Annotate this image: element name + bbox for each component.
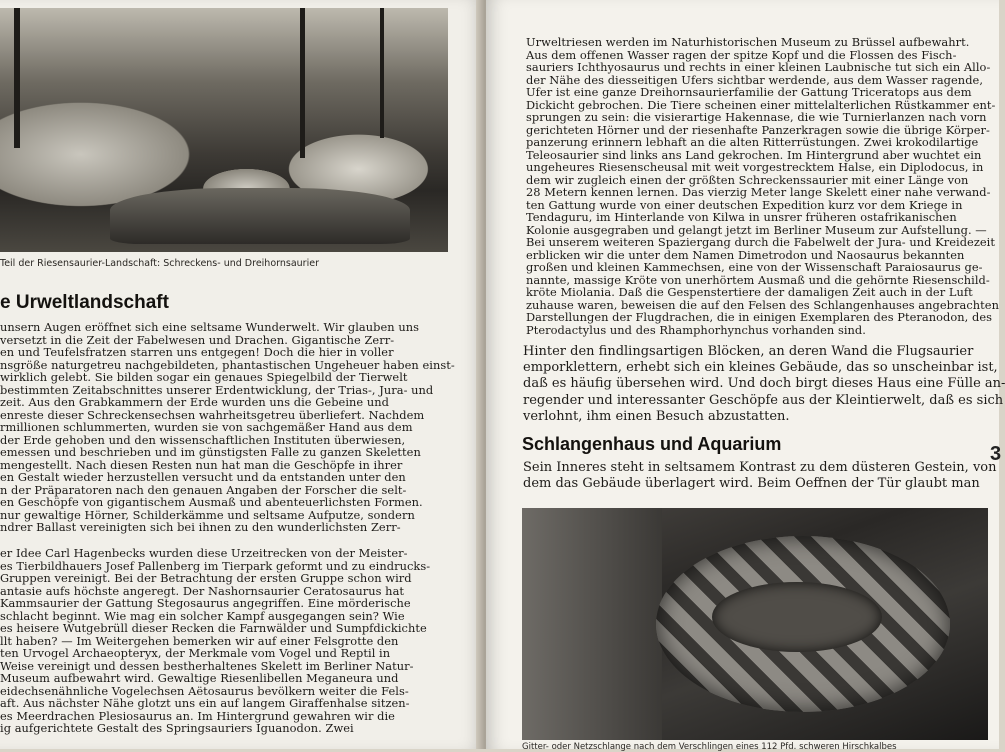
text-line: ungeheures Riesenscheusal mit weit vorgestrecktem Halse, ein Diplodocus, in <box>526 160 984 174</box>
right-photo-caption: Gitter- oder Netzschlange nach dem Verschlingen eines 112 Pfd. schweren Hirschkalbes <box>522 742 897 752</box>
text-line: dem wir zugleich einen der größten Schreckenssaurier mit einer Länge von <box>526 172 969 187</box>
text-line: Aus dem offenen Wasser ragen der spitze Kopf und die Flossen des Fisch- <box>526 47 957 62</box>
text-line: bestimmten Zeitabschnittes unserer Erdentwicklung, der Trias-, Jura- und <box>0 382 434 397</box>
text-line: gerichteten Hörner und der riesenhafte Panzerkragen sowie die übrige Körper- <box>526 122 990 137</box>
text-line: rmillionen schlummerten, wurden sie von sachgemäßer Hand aus dem <box>0 420 413 434</box>
text-line: Kolonie ausgegraben und gelangt jetzt im Berliner Museum zur Aufstellung. — <box>526 222 987 237</box>
right-paragraph-2 <box>523 344 1005 425</box>
page-edge-mark: 3 <box>990 443 1002 465</box>
text-line: Dickicht gebrochen. Die Tiere scheinen einer mittelalterlichen Rüstkammer ent- <box>526 97 996 112</box>
text-line: Hinter den findlingsartigen Blöcken, an deren Wand die Flugsaurier <box>523 344 974 359</box>
text-line: Kammsaurier der Gattung Stegosaurus angegriffen. Eine mörderische <box>0 596 411 610</box>
text-line: großen und kleinen Kammechsen, eine von der Wissenschaft Paraiosaurus ge- <box>526 260 983 274</box>
text-line: en und Teufelsfratzen starren uns entgegen! Doch die hier in voller <box>0 345 394 359</box>
left-section-heading: e Urweltlandschaft <box>0 292 169 313</box>
text-line: Gruppen vereinigt. Bei der Betrachtung der ersten Gruppe schon wird <box>0 571 412 585</box>
left-photo-caption: Teil der Riesensaurier-Landschaft: Schreckens- und Dreihornsaurier <box>0 258 319 269</box>
text-line: Pterodactylus und des Rhamphorhynchus vorhanden sind. <box>526 322 866 337</box>
text-line: 28 Metern kennen lernen. Das vierzig Meter lange Skelett einer nahe verwand- <box>526 185 991 199</box>
text-line: zeit. Aus den Grabkammern der Erde wurden uns die Gebeine und <box>0 395 389 409</box>
text-line: Museum aufbewahrt wird. Gewaltige Riesenlibellen Meganeura und <box>0 671 399 685</box>
text-line: es Meerdrachen Plesiosaurus an. Im Hintergrund gewahren wir die <box>0 708 395 723</box>
text-line: en Gestalt wieder herzustellen versucht und da entstanden unter den <box>0 470 406 484</box>
text-line: Teleosaurier sind links ans Land gekrochen. Im Hintergrund aber wuchtet ein <box>526 147 982 162</box>
text-line: nur gewaltige Hörner, Schilderkämme und seltsame Aufputze, sondern <box>0 507 415 522</box>
text-line: der Nähe des diesseitigen Ufers sichtbar werdende, aus dem Wasser ragende, <box>526 72 983 87</box>
text-line: Ufer ist eine ganze Dreihornsaurierfamilie der Gattung Triceratops aus dem <box>526 85 972 99</box>
text-line: es Tierbildhauers Josef Pallenberg im Tierpark geformt und zu eindrucks- <box>0 558 431 573</box>
text-line: aft. Aus nächster Nähe glotzt uns ein auf langem Giraffenhalse sitzen- <box>0 696 410 710</box>
right-paragraph-3 <box>523 460 997 492</box>
text-line: Sein Inneres steht in seltsamem Kontrast zu dem düsteren Gestein, von <box>523 460 997 475</box>
text-line: ten Gattung wurde von einer deutschen Expedition kurz vor dem Kriege in <box>526 197 963 212</box>
left-paragraph-2 <box>0 547 452 735</box>
text-line: der Erde gehoben und den wissenschaftlichen Instituten überwiesen, <box>0 432 406 447</box>
text-line: schlacht beginnt. Wie mag ein solcher Kampf ausgegangen sein? Wie <box>0 608 405 623</box>
dinosaur-landscape-photo <box>0 8 448 252</box>
text-line: Tendaguru, im Hinterlande von Kilwa in unsrer früheren ostafrikanischen <box>526 210 957 224</box>
text-line: nannte, massige Kröte von unerhörtem Ausmaß und die gehörnte Riesenschild- <box>526 272 990 287</box>
text-line: emporklettern, erhebt sich ein kleines Gebäude, das so unscheinbar ist, <box>523 360 998 376</box>
text-line: unsern Augen eröffnet sich eine seltsame Wunderwelt. Wir glauben uns <box>0 320 420 334</box>
text-line: sauriers Ichthyosaurus und rechts in einer kleinen Laubnische tut sich ein Allo- <box>526 60 991 74</box>
text-line: er Idee Carl Hagenbecks wurden diese Urzeitrecken von der Meister- <box>0 546 408 560</box>
text-line: ten Urvogel Archaeopteryx, der Merkmale vom Vogel und Reptil in <box>0 646 391 660</box>
snake-photo <box>522 508 988 740</box>
snake-coil-center <box>712 582 882 652</box>
text-line: Bei unserem weiteren Spaziergang durch die Fabelwelt der Jura- und Kreidezeit <box>526 235 995 249</box>
tree-trunk <box>380 8 384 138</box>
text-line: regender und interessanter Geschöpfe aus der Kleintierwelt, daß es sich <box>523 392 1004 408</box>
text-line: enreste dieser Schreckensechsen wahrheitsgetreu überliefert. Nachdem <box>0 407 425 422</box>
text-line: wirklich gelebt. Sie bilden sogar ein genaues Spiegelbild der Tierwelt <box>0 370 408 384</box>
text-line: Weise vereinigt und dessen bestherhaltenes Skelett im Berliner Natur- <box>0 658 414 673</box>
text-line: dem das Gebäude überlagert wird. Beim Oeffnen der Tür glaubt man <box>523 476 980 492</box>
text-line: antasie aufs höchste angeregt. Der Nashornsaurier Ceratosaurus hat <box>0 583 405 598</box>
text-line: ig aufgerichtete Gestalt des Springsauriers Iguanodon. Zwei <box>0 721 354 735</box>
text-line: daß es häufig übersehen wird. Und doch birgt dieses Haus eine Fülle an- <box>523 376 1005 392</box>
pond <box>110 188 410 244</box>
text-line: mengestellt. Nach diesen Resten nun hat man die Geschöpfe in ihrer <box>0 457 403 472</box>
text-line: sprungen zu sein: die visierartige Hakennase, die wie Turnierlanzen nach vorn <box>526 110 987 124</box>
terrarium-rock <box>522 508 662 740</box>
text-line: Urweltriesen werden im Naturhistorischen Museum zu Brüssel aufbewahrt. <box>526 35 970 49</box>
text-line: panzerung erinnern lebhaft an die alten Ritterrüstungen. Zwei krokodilartige <box>526 135 979 149</box>
text-line: Darstellungen der Flugdrachen, die in einigen Exemplaren des Pteranodon, des <box>526 310 993 324</box>
left-page <box>0 0 484 749</box>
text-line: versetzt in die Zeit der Fabelwesen und Drachen. Gigantische Zerr- <box>0 332 395 347</box>
tree-trunk <box>300 8 305 158</box>
right-section-heading: Schlangenhaus und Aquarium <box>522 434 782 454</box>
text-line: ndrer Ballast vereinigten sich bei ihnen zu den wunderlichsten Zerr- <box>0 520 401 534</box>
text-line: kröte Miolania. Daß die Gespenstertiere der damaligen Zeit auch in der Luft <box>526 285 973 299</box>
tree-trunk <box>14 8 20 148</box>
text-line: en Geschöpfe von gigantischem Ausmaß und abenteuerlichsten Formen. <box>0 495 423 509</box>
text-line: eidechsenähnliche Vogelechsen Aëtosaurus bevölkern weiter die Fels- <box>0 683 409 698</box>
left-paragraph-1 <box>0 320 455 534</box>
text-line: nsgröße naturgetreu nachgebildeten, phantastischen Ungeheuer haben einst- <box>0 357 455 372</box>
right-paragraph-1 <box>526 35 999 337</box>
text-line: emessen und beschrieben und im günstigsten Falle zu ganzen Skeletten <box>0 445 421 459</box>
text-line: erblicken wir die unter dem Namen Dimetrodon und Naosaurus bekannten <box>526 247 965 262</box>
text-line: llt haben? — Im Weitergehen bemerken wir auf einer Felsgrotte den <box>0 633 399 648</box>
text-line: verlohnt, ihm einen Besuch abzustatten. <box>523 408 790 424</box>
text-line: es heisere Wutgebrüll dieser Recken die Farnwälder und Sumpfdickichte <box>0 621 427 635</box>
text-line: n der Präparatoren nach den genauen Angaben der Forscher die selt- <box>0 482 407 497</box>
text-line: zuhause waren, beweisen die auf den Felsen des Schlangenhauses angebrachten <box>526 297 999 312</box>
